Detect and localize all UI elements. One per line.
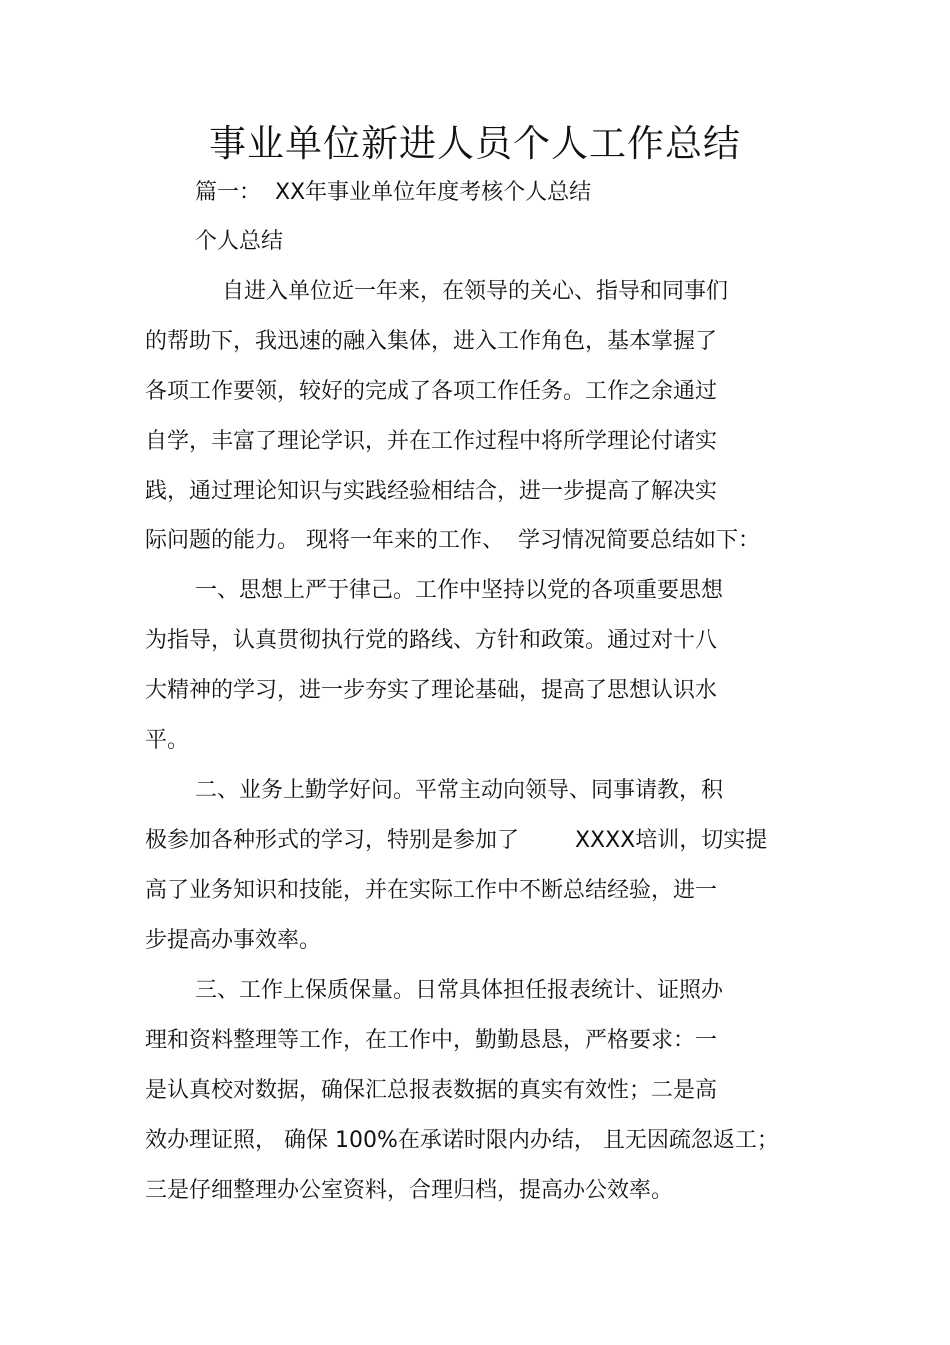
paragraph-4-line: 理和资料整理等工作，在工作中，勤勤恳恳，严格要求：一 — [145, 1028, 718, 1053]
paragraph-4-line: 是认真校对数据，确保汇总报表数据的真实有效性；二是高 — [145, 1078, 718, 1103]
paragraph-1-line: 各项工作要领，较好的完成了各项工作任务。工作之余通过 — [145, 379, 718, 404]
paragraph-1-line: 自学，丰富了理论学识，并在工作过程中将所学理论付诸实 — [145, 429, 718, 454]
paragraph-3-line: 二、业务上勤学好问。平常主动向领导、同事请教，积 — [195, 778, 724, 803]
paragraph-3-line: 高了业务知识和技能，并在实际工作中不断总结经验，进一 — [145, 878, 718, 903]
paragraph-4-line: 效办理证照， 确保 100%在承诺时限内办结， 且无因疏忽返工； — [145, 1128, 779, 1153]
section-heading: 个人总结 — [195, 229, 284, 254]
document-title: 事业单位新进人员个人工作总结 — [209, 122, 741, 165]
paragraph-1-line: 践，通过理论知识与实践经验相结合，进一步提高了解决实 — [145, 479, 718, 504]
subtitle: 篇一： XX年事业单位年度考核个人总结 — [195, 180, 592, 205]
paragraph-1-line: 的帮助下，我迅速的融入集体，进入工作角色，基本掌握了 — [145, 329, 718, 354]
paragraph-1-line: 际问题的能力。 现将一年来的工作、 学习情况简要总结如下： — [145, 528, 760, 553]
paragraph-2-line: 平。 — [145, 728, 190, 753]
paragraph-3-line: 步提高办事效率。 — [145, 928, 322, 953]
paragraph-3-line: 极参加各种形式的学习，特别是参加了 XXXX培训，切实提 — [145, 828, 768, 853]
paragraph-1-line: 自进入单位近一年来，在领导的关心、指导和同事们 — [222, 279, 729, 304]
paragraph-2-line: 一、思想上严于律己。工作中坚持以党的各项重要思想 — [195, 578, 724, 603]
paragraph-2-line: 为指导，认真贯彻执行党的路线、方针和政策。通过对十八 — [145, 628, 718, 653]
paragraph-4-line: 三、工作上保质保量。日常具体担任报表统计、证照办 — [195, 978, 724, 1003]
paragraph-2-line: 大精神的学习，进一步夯实了理论基础，提高了思想认识水 — [145, 678, 718, 703]
paragraph-4-line: 三是仔细整理办公室资料，合理归档，提高办公效率。 — [145, 1178, 674, 1203]
